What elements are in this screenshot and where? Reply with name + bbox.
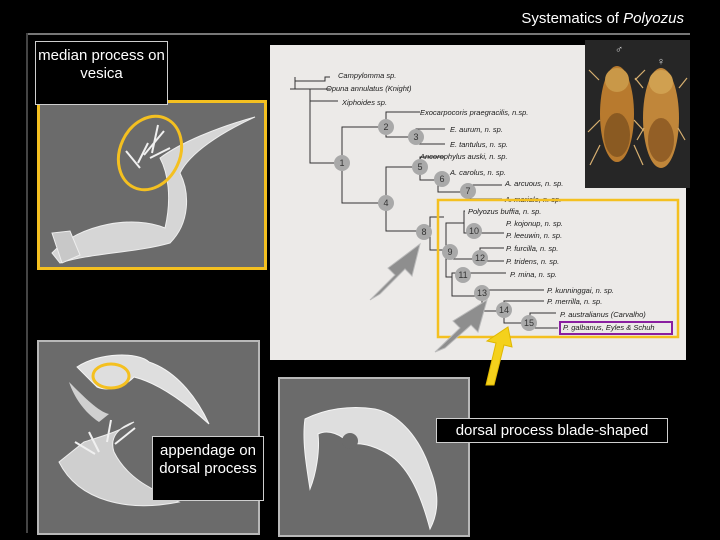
taxon-label: A. carolus, n. sp. — [450, 168, 506, 177]
svg-text:10: 10 — [468, 226, 480, 236]
median-process-label: median process on vesica — [35, 41, 168, 105]
tree-node — [378, 195, 394, 211]
tree-node — [408, 129, 424, 145]
title-genus: Polyozus — [623, 10, 684, 27]
taxon-label: P. australianus (Carvalho) — [560, 310, 646, 319]
taxon-label: P. galbanus, Eyles & Schuh — [563, 323, 655, 332]
specimen-photo — [585, 40, 690, 188]
vesica-panel — [37, 100, 267, 270]
svg-text:5: 5 — [417, 162, 423, 172]
vesica-drawing — [40, 103, 264, 267]
taxon-label: P. kunninggai, n. sp. — [547, 286, 614, 295]
taxon-label: P. furcilla, n. sp. — [506, 244, 559, 253]
taxon-label: A. mariale, n. sp. — [505, 195, 562, 204]
title-divider — [26, 33, 690, 35]
svg-text:11: 11 — [458, 270, 468, 280]
specimen-photo-drawing — [585, 40, 690, 188]
taxon-label: Xiphoides sp. — [342, 98, 388, 107]
svg-text:2: 2 — [383, 122, 389, 132]
tree-node — [334, 155, 350, 171]
svg-text:4: 4 — [383, 198, 389, 208]
female-symbol: ♀ — [656, 56, 666, 68]
taxon-label: P. mina, n. sp. — [510, 270, 557, 279]
dorsal-process-drawing — [280, 379, 468, 535]
yellow-arrow — [478, 325, 518, 387]
taxon-label: P. leeuwin, n. sp. — [506, 231, 563, 240]
svg-text:6: 6 — [439, 174, 445, 184]
svg-text:9: 9 — [447, 247, 453, 257]
tree-node — [466, 223, 482, 239]
slide-title — [521, 10, 684, 27]
svg-text:12: 12 — [474, 253, 486, 263]
svg-text:7: 7 — [465, 186, 471, 196]
taxon-label: Polyozus buffia, n. sp. — [468, 207, 542, 216]
taxon-label: E. aurum, n. sp. — [450, 125, 503, 134]
svg-text:15: 15 — [523, 318, 535, 328]
taxon-label: P. kojonup, n. sp. — [506, 219, 563, 228]
svg-text:3: 3 — [413, 132, 419, 142]
taxon-label: Opuna annulatus (Knight) — [326, 84, 412, 93]
tree-node — [455, 267, 471, 283]
tree-node — [378, 119, 394, 135]
svg-text:13: 13 — [476, 288, 488, 298]
male-symbol: ♂ — [614, 44, 624, 56]
taxon-label: E. tantulus, n. sp. — [450, 140, 508, 149]
svg-text:14: 14 — [498, 305, 510, 315]
taxon-label: A. arcuous, n. sp. — [505, 179, 564, 188]
taxon-label: Ancorophylus auski, n. sp. — [420, 152, 508, 161]
svg-text:1: 1 — [339, 158, 345, 168]
dorsal-blade-label: dorsal process blade-shaped — [436, 418, 668, 443]
tree-node — [472, 250, 488, 266]
taxon-label: P. tridens, n. sp. — [506, 257, 560, 266]
tree-node — [412, 159, 428, 175]
title-prefix: Systematics of — [521, 10, 624, 27]
dorsal-process-panel — [278, 377, 470, 537]
tree-node — [442, 244, 458, 260]
left-divider — [26, 33, 28, 533]
svg-text:8: 8 — [421, 227, 427, 237]
tree-node — [521, 315, 537, 331]
taxon-label: Campylomma sp. — [338, 71, 397, 80]
tree-node — [460, 183, 476, 199]
tree-node — [434, 171, 450, 187]
taxon-label: P. merrilla, n. sp. — [547, 297, 603, 306]
taxon-label: Exocarpocoris praegracilis, n.sp. — [420, 108, 529, 117]
appendage-label: appendage on dorsal process — [152, 436, 264, 501]
